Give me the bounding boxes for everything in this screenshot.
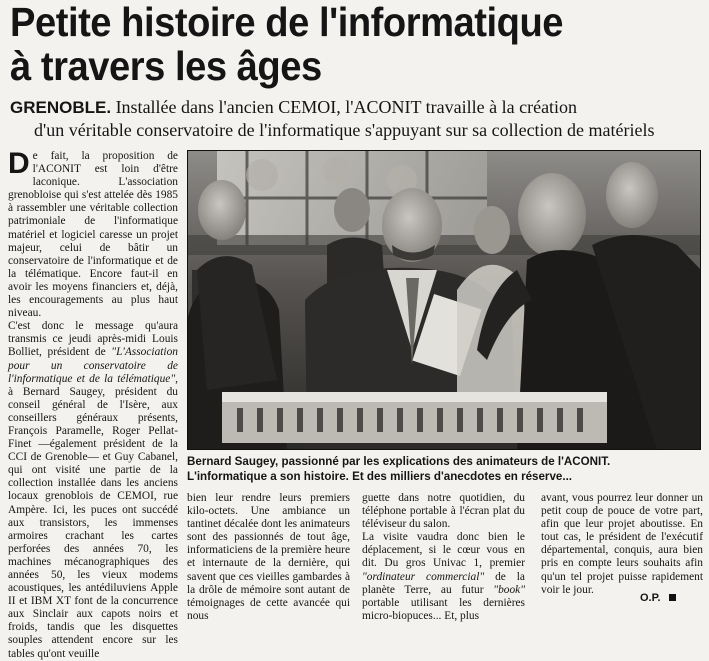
deck-line-2: d'un véritable conservatoire de l'informatique s'appuyant sur sa collection de matériels xyxy=(34,120,655,140)
photo-caption xyxy=(187,454,701,484)
column-3-text-c: portable utilisant les dernières micro-biopuces... Et, plus xyxy=(362,596,525,622)
caption-line-1: Bernard Saugey, passionné par les explications des animateurs de l'ACONIT. xyxy=(187,455,611,468)
book-quote: "book" xyxy=(493,583,525,596)
column-3-text-b: de la planète Terre, au futur xyxy=(362,570,525,596)
news-photo xyxy=(187,150,701,450)
column-4-text: avant, vous pourrez leur donner un petit coup de pouce de votre part, afin que leur projet aboutisse. En tout cas, le président de l'exécutif départemental, conquis, aura bien pris en compte leurs souhaits afin qu'un tel projet puisse rapidement voir le jour. xyxy=(541,492,703,596)
article-deck xyxy=(10,96,700,141)
paragraph-2-text-a: C'est donc le message qu'aura transmis ce jeudi après-midi Louis Bolliet, président de xyxy=(8,320,178,359)
article-column-2 xyxy=(187,492,350,623)
drop-cap: D xyxy=(8,147,30,180)
end-mark-icon xyxy=(669,594,676,601)
article-column-4 xyxy=(541,492,703,597)
deck-line-1-text: Installée dans l'ancien CEMOI, l'ACONIT travaille à la création xyxy=(111,97,578,117)
paragraph-1-text: e fait, la proposition de l'ACONIT est loin d'être laconique. L'association grenobloise qui s'est attelée dès 1985 à rassembler une véritable collection patrimoniale de l'informatique matériel et logiciel caresse un projet majeur, celui de bâtir un conservatoire de l'informatique et de la télématique. Encore faut-il en avoir les moyens financiers et, déjà, les encouragements au plus haut niveau. xyxy=(8,150,178,320)
signature-text: O.P. xyxy=(640,592,661,604)
column-3-paragraph-2 xyxy=(362,531,525,623)
headline xyxy=(10,0,652,88)
column-3-paragraph-1: guette dans notre quotidien, du téléphone portable à l'écran plat du téléviseur du salon. xyxy=(362,492,525,531)
author-signature xyxy=(640,592,676,604)
headline-line-1: Petite histoire de l'informatique xyxy=(10,0,564,45)
paragraph-2-text-b: , à Bernard Saugey, président du conseil général de l'Isère, aux conseillers généraux présents, François Paramelle, Roger Pellat-Finet —également président de la CCI de Grenoble— et Guy Cabanel, qui ont visité une partie de la collection installée dans les anciens locaux grenoblois de CEMOI, rue Ampère. Ici, les puces ont succédé aux transistors, les immenses armoires crachant les cartes perforées des années 70, les machines mécanographiques des années 50, les vieux modems acoustiques, les antédiluviens Apple II et IBM XT font de la concurrence aux Sinclair aux capots noirs et froids, tandis que les disquettes souples attendent encore sur les tables qu'ont veuille xyxy=(8,372,178,660)
column-3-text-a: La visite vaudra donc bien le déplacement, si le cœur vous en dit. Du gros Univac 1, premier xyxy=(362,531,525,570)
caption-line-2: L'informatique a son histoire. Et des milliers d'anecdotes en réserve... xyxy=(187,470,573,483)
article-column-1 xyxy=(8,147,178,661)
dateline: GRENOBLE. xyxy=(10,98,112,117)
article-column-3 xyxy=(362,492,525,623)
deck-line-1 xyxy=(10,96,700,119)
paragraph-2 xyxy=(8,320,178,660)
association-name: "L'Association pour un conservatoire de l'informatique et de la télématique" xyxy=(8,346,178,385)
headline-line-2: à travers les âges xyxy=(10,43,322,89)
photo-illustration xyxy=(187,150,701,450)
column-2-text: bien leur rendre leurs premiers kilo-octets. Une ambiance un tantinet décalée dont les animateurs sont des passionnés de tout âge, informaticiens de la première heure et internaute de la dernière, qui savent que ces vieilles gambardes à la drôle de mémoire sont autant de témoignages de cette avancée qui nous xyxy=(187,492,350,622)
paragraph-1 xyxy=(8,147,178,320)
univac-quote: "ordinateur commercial" xyxy=(362,570,485,583)
